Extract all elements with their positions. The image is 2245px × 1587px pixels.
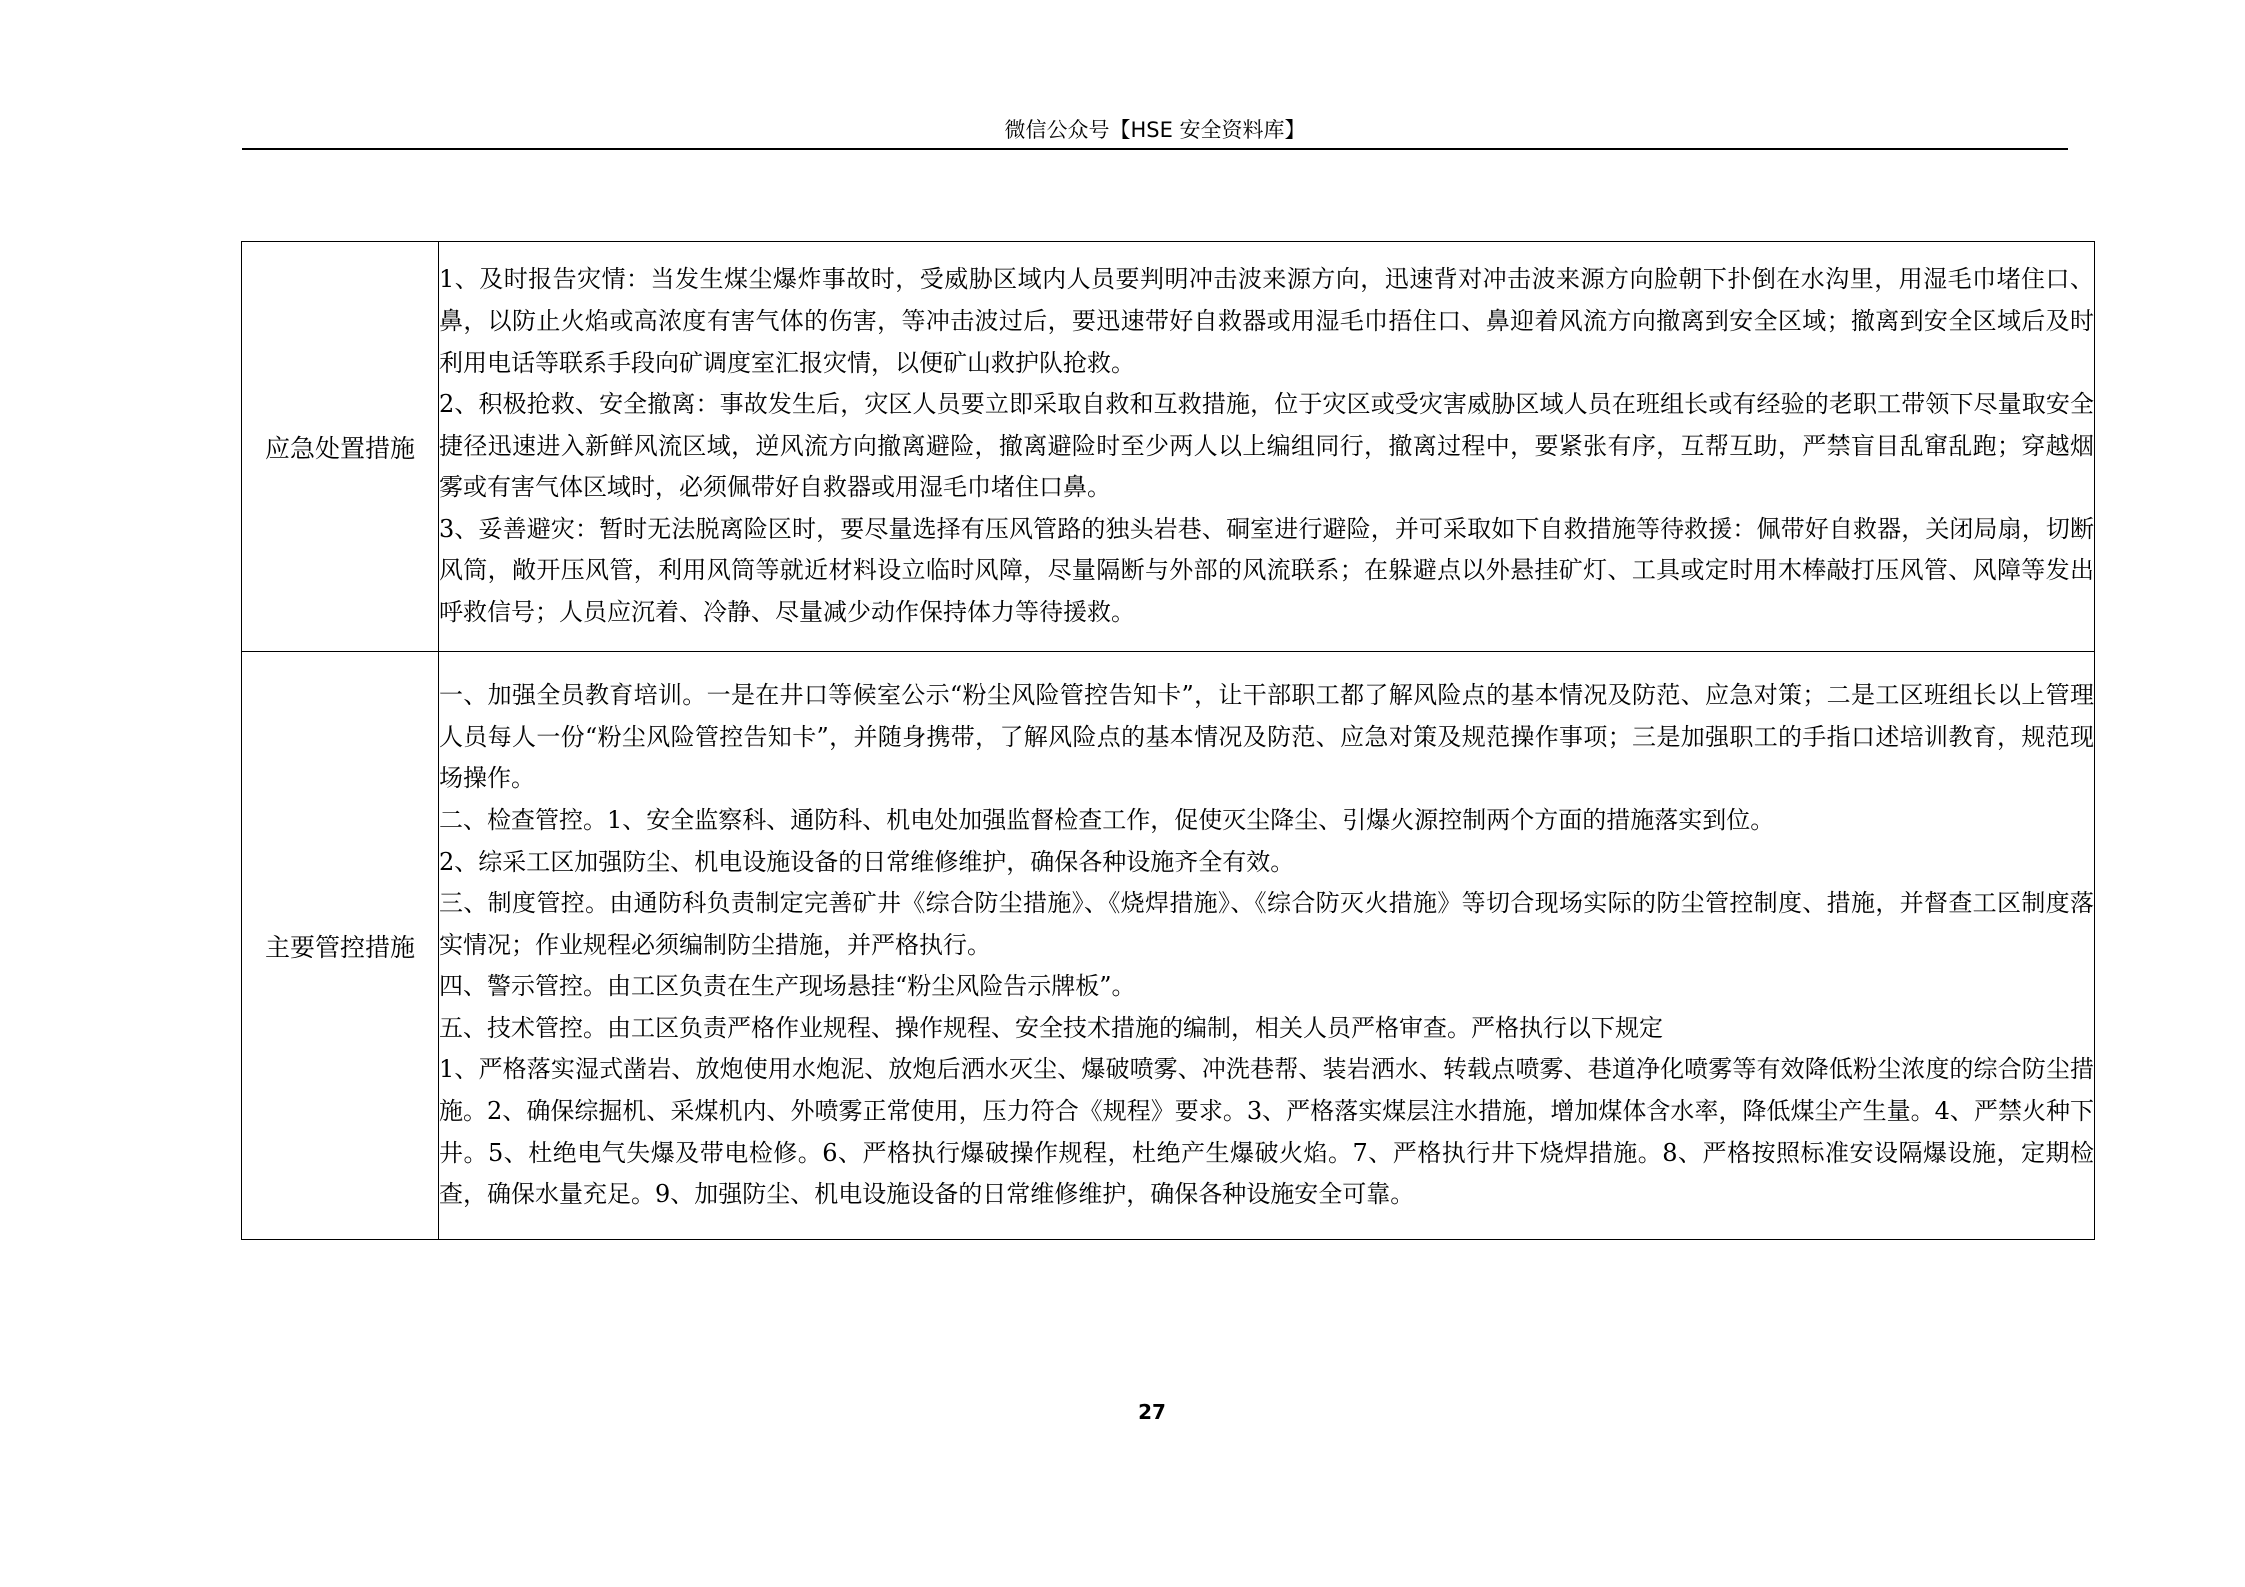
row-content-emergency (439, 242, 2095, 652)
paragraph: 2、积极抢救、安全撤离：事故发生后，灾区人员要立即采取自救和互救措施，位于灾区或受灾害威胁区域人员在班组长或有经验的老职工带领下尽量取安全捷径迅速进入新鲜风流区域，逆风流方向撤离避险，撤离避险时至少两人以上编组同行，撤离过程中，要紧张有序，互帮互助，严禁盲目乱窜乱跑；穿越烟雾或有害气体区域时，必须佩带好自救器或用湿毛巾堵住口鼻。 (439, 390, 2094, 502)
page-number: 27 (1138, 1400, 1166, 1424)
paragraph: 五、技术管控。由工区负责严格作业规程、操作规程、安全技术措施的编制，相关人员严格审查。严格执行以下规定 (439, 1013, 1663, 1042)
paragraph: 1、严格落实湿式凿岩、放炮使用水炮泥、放炮后洒水灭尘、爆破喷雾、冲洗巷帮、装岩洒水、转载点喷雾、巷道净化喷雾等有效降低粉尘浓度的综合防尘措施。2、确保综掘机、采煤机内、外喷雾正常使用，压力符合《规程》要求。3、严格落实煤层注水措施，增加煤体含水率，降低煤尘产生量。4、严禁火种下井。5、杜绝电气失爆及带电检修。6、严格执行爆破操作规程，杜绝产生爆破火焰。7、严格执行井下烧焊措施。8、严格按照标准安设隔爆设施，定期检查，确保水量充足。9、加强防尘、机电设施设备的日常维修维护，确保各种设施安全可靠。 (439, 1055, 2094, 1209)
table-row-emergency (242, 242, 2095, 652)
paragraph: 三、制度管控。由通防科负责制定完善矿井《综合防尘措施》、《烧焊措施》、《综合防灭火措施》等切合现场实际的防尘管控制度、措施，并督查工区制度落实情况；作业规程必须编制防尘措施，并严格执行。 (439, 889, 2094, 959)
header-divider (242, 148, 2068, 150)
paragraph: 1、及时报告灾情：当发生煤尘爆炸事故时，受威胁区域内人员要判明冲击波来源方向，迅速背对冲击波来源方向脸朝下扑倒在水沟里，用湿毛巾堵住口、鼻，以防止火焰或高浓度有害气体的伤害，等冲击波过后，要迅速带好自救器或用湿毛巾捂住口、鼻迎着风流方向撤离到安全区域；撤离到安全区域后及时利用电话等联系手段向矿调度室汇报灾情，以便矿山救护队抢救。 (439, 265, 2094, 377)
paragraph: 二、检查管控。1、安全监察科、通防科、机电处加强监督检查工作，促使灭尘降尘、引爆火源控制两个方面的措施落实到位。 (439, 805, 1775, 834)
row-label-emergency: 应急处置措施 (242, 242, 439, 652)
row-content-control (439, 652, 2095, 1240)
measures-table (241, 241, 2095, 1240)
paragraph: 3、妥善避灾：暂时无法脱离险区时，要尽量选择有压风管路的独头岩巷、硐室进行避险，并可采取如下自救措施等待救援：佩带好自救器，关闭局扇，切断风筒，敞开压风管，利用风筒等就近材料设立临时风障，尽量隔断与外部的风流联系；在躲避点以外悬挂矿灯、工具或定时用木棒敲打压风管、风障等发出呼救信号；人员应沉着、冷静、尽量减少动作保持体力等待援救。 (439, 514, 2094, 627)
row-label-control: 主要管控措施 (242, 652, 439, 1240)
paragraph: 一、加强全员教育培训。一是在井口等候室公示“粉尘风险管控告知卡”，让干部职工都了解风险点的基本情况及防范、应急对策；二是工区班组长以上管理人员每人一份“粉尘风险管控告知卡”，并随身携带，了解风险点的基本情况及防范、应急对策及规范操作事项；三是加强职工的手指口述培训教育，规范现场操作。 (439, 681, 2094, 793)
table-row-control (242, 652, 2095, 1240)
page-header-title: 微信公众号【HSE 安全资料库】 (1004, 118, 1306, 142)
paragraph: 四、警示管控。由工区负责在生产现场悬挂“粉尘风险告示牌板”。 (439, 972, 1136, 1001)
paragraph: 2、综采工区加强防尘、机电设施设备的日常维修维护，确保各种设施齐全有效。 (439, 847, 1295, 876)
